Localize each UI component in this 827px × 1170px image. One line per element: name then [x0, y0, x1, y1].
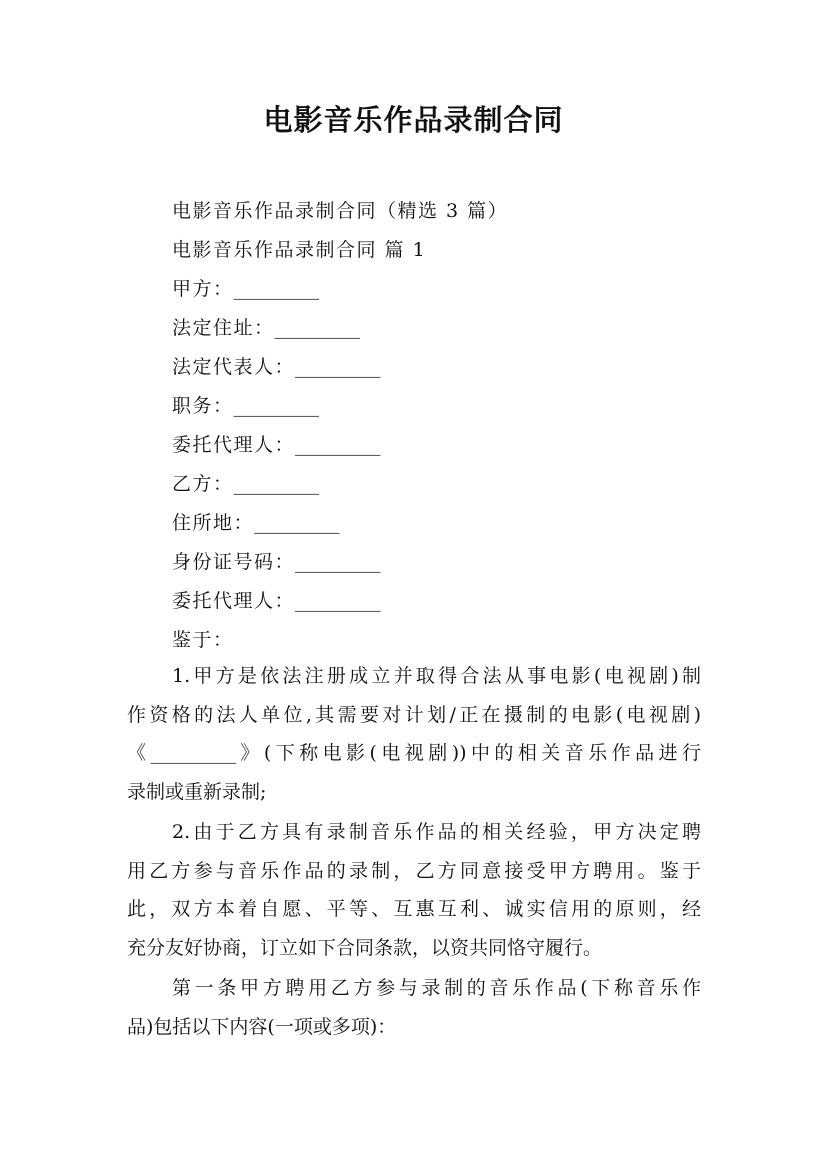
field-label: 住所地： [172, 512, 255, 534]
field-label: 职务： [172, 395, 234, 417]
subtitle-part-1: 电影音乐作品录制合同 篇 1 [172, 239, 427, 261]
field-blank: _________ [295, 590, 381, 612]
paragraph-line: 充分友好协商，订立如下合同条款，以资共同恪守履行。 [127, 937, 603, 960]
paragraph-line: 此，双方本着自愿、平等、互惠互利、诚实信用的原则，经 [127, 898, 701, 921]
field-legal-address [172, 315, 360, 341]
field-label: 乙方： [172, 473, 234, 495]
document-title: 电影音乐作品录制合同 [263, 103, 564, 137]
field-blank: _________ [233, 473, 320, 495]
field-party-a [172, 276, 319, 302]
subtitle-collection: 电影音乐作品录制合同（精选 3 篇） [172, 200, 509, 222]
field-blank: _________ [274, 317, 361, 339]
field-blank: _________ [233, 278, 320, 300]
paragraph-line: 品)包括以下内容(一项或多项)： [127, 1015, 397, 1038]
field-blank: _________ [295, 551, 381, 573]
field-label: 委托代理人： [172, 434, 296, 456]
paragraph-2 [127, 813, 701, 968]
field-label: 委托代理人： [172, 590, 296, 612]
field-agent-b [172, 588, 381, 614]
field-legal-representative [172, 354, 381, 380]
field-blank: _________ [254, 512, 340, 534]
field-label: 法定住址： [172, 317, 275, 339]
field-label: 甲方： [172, 278, 234, 300]
paragraph-1 [127, 657, 701, 812]
paragraph-line: 第一条甲方聘用乙方参与录制的音乐作品(下称音乐作 [172, 977, 701, 999]
whereas-heading: 鉴于： [172, 629, 234, 651]
field-blank: _________ [233, 395, 320, 417]
paragraph-line: 2.由于乙方具有录制音乐作品的相关经验，甲方决定聘 [172, 821, 701, 843]
field-label: 身份证号码： [172, 551, 296, 573]
field-residence [172, 510, 340, 536]
field-agent-a [172, 432, 381, 458]
paragraph-line: 用乙方参与音乐作品的录制，乙方同意接受甲方聘用。鉴于 [127, 859, 701, 882]
field-position [172, 393, 319, 419]
field-party-b [172, 471, 319, 497]
field-label: 法定代表人： [172, 356, 296, 378]
field-blank: _________ [295, 356, 381, 378]
paragraph-3 [127, 969, 701, 1046]
paragraph-line: 《_________》(下称电影(电视剧))中的相关音乐作品进行 [127, 742, 701, 765]
field-blank: _________ [295, 434, 381, 456]
paragraph-line: 1.甲方是依法注册成立并取得合法从事电影(电视剧)制 [172, 665, 701, 687]
field-id-number [172, 549, 381, 575]
paragraph-line: 录制或重新录制; [127, 781, 267, 804]
paragraph-line: 作资格的法人单位,其需要对计划/正在摄制的电影(电视剧) [127, 703, 701, 726]
